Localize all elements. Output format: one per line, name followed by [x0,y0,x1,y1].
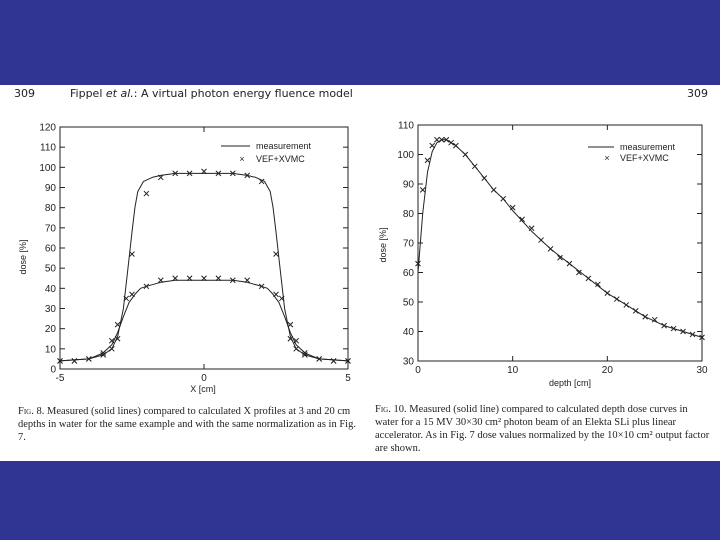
data-point-vef-xvmc [605,291,610,296]
y-tick-label: 120 [39,122,56,134]
y-tick-label: 90 [402,179,414,191]
data-point-vef-xvmc [671,326,676,331]
page-number-right: 309 [687,87,708,100]
y-tick-label: 30 [402,356,414,368]
legend-marker-sample: × [239,154,245,164]
y-tick-label: 0 [50,364,56,376]
data-point-vef-xvmc [294,346,299,351]
data-point-vef-xvmc [643,314,648,319]
data-point-vef-xvmc [130,252,135,257]
caption-text: Measured (solid line) compared to calculated depth dose curves in water for a 15 MV 30×30 cm² photon beam of an Elekta SLi plus linear accelerator. As in Fig. 7 dose values normalized by the 10×10 cm² output factor are shown. [375,404,710,454]
data-point-vef-xvmc [681,329,686,334]
data-point-vef-xvmc [115,322,120,327]
figure-8 [18,117,358,397]
data-point-vef-xvmc [425,158,430,163]
data-point-vef-xvmc [434,137,439,142]
data-point-vef-xvmc [109,346,114,351]
title-etal: et al. [105,87,134,100]
data-point-vef-xvmc [274,292,279,297]
data-point-vef-xvmc [72,358,77,363]
y-tick-label: 40 [402,327,414,338]
data-point-vef-xvmc [539,238,544,243]
y-tick-label: 80 [44,203,56,215]
y-tick-label: 50 [402,297,414,309]
data-point-vef-xvmc [614,297,619,302]
y-tick-label: 20 [44,324,56,336]
data-point-vef-xvmc [420,187,425,192]
figure-10-caption [375,403,710,455]
series-line-measurement [60,173,348,361]
y-tick-label: 60 [402,268,414,279]
data-point-vef-xvmc [501,196,506,201]
data-point-vef-xvmc [662,323,667,328]
paper-page [0,85,720,461]
page-number-left: 309 [14,87,35,100]
plot-frame [60,127,348,369]
y-axis-title: dose [%] [378,227,388,263]
figure-10-chart [370,115,710,388]
y-tick-label: 10 [44,344,56,356]
figure-10 [370,115,710,388]
data-point-vef-xvmc [274,252,279,257]
title-rest: : A virtual photon energy fluence model [133,87,353,100]
figure-8-caption [18,405,358,444]
data-point-vef-xvmc [331,358,336,363]
legend-label-measurement: measurement [256,141,312,151]
legend-label-vef: VEF+XVMC [256,154,305,164]
y-axis-title: dose [%] [18,239,28,275]
figure-8-chart [18,117,358,397]
y-tick-label: 70 [402,238,414,250]
data-point-vef-xvmc [633,308,638,313]
title-authors: Fippel [70,87,106,100]
x-tick-label: 10 [507,365,519,376]
y-tick-label: 80 [402,209,414,220]
x-axis-title: depth [cm] [548,378,592,388]
y-tick-label: 70 [44,223,56,235]
data-point-vef-xvmc [430,143,435,148]
legend-marker-sample: × [604,153,610,163]
caption-text: Measured (solid lines) compared to calculated X profiles at 3 and 20 cm depths in water for the same example and with the same normalization as in Fig. 7. [18,406,356,443]
x-tick-label: 0 [201,373,207,384]
data-point-vef-xvmc [491,187,496,192]
x-tick-label: 20 [601,365,613,376]
legend-label-measurement: measurement [620,142,676,152]
x-tick-label: 30 [696,365,708,376]
y-tick-label: 30 [44,304,56,315]
data-point-vef-xvmc [449,140,454,145]
data-point-vef-xvmc [529,226,534,231]
x-axis-title: X [cm] [190,384,216,394]
y-tick-label: 90 [44,183,56,194]
figure-10-legend [588,142,676,163]
series-line-measurement [60,280,348,361]
data-point-vef-xvmc [548,246,553,251]
data-point-vef-xvmc [624,302,629,307]
data-point-vef-xvmc [690,332,695,337]
caption-label: Fig. 10. [375,404,407,415]
y-tick-label: 110 [40,142,56,154]
y-tick-label: 100 [39,162,56,174]
data-point-vef-xvmc [586,276,591,281]
data-point-vef-xvmc [288,322,293,327]
y-tick-label: 100 [397,150,414,161]
series-line-measurement [418,140,702,338]
y-tick-label: 60 [44,243,56,255]
y-tick-label: 110 [398,120,414,132]
data-point-vef-xvmc [130,292,135,297]
figure-10-series [416,137,705,340]
data-point-vef-xvmc [482,176,487,181]
data-point-vef-xvmc [144,191,149,196]
data-point-vef-xvmc [453,143,458,148]
legend-label-vef: VEF+XVMC [620,153,669,163]
y-tick-label: 50 [44,263,56,275]
x-tick-label: 0 [415,365,421,376]
figure-8-series [58,169,351,364]
running-header-title [70,87,353,100]
data-point-vef-xvmc [472,164,477,169]
data-point-vef-xvmc [567,261,572,266]
y-tick-label: 40 [44,283,56,295]
data-point-vef-xvmc [463,152,468,157]
caption-label: Fig. 8. [18,406,45,417]
x-tick-label: 5 [345,373,351,384]
x-tick-label: -5 [55,373,65,384]
figure-8-legend [221,141,312,164]
figure-8-axes [60,127,348,369]
